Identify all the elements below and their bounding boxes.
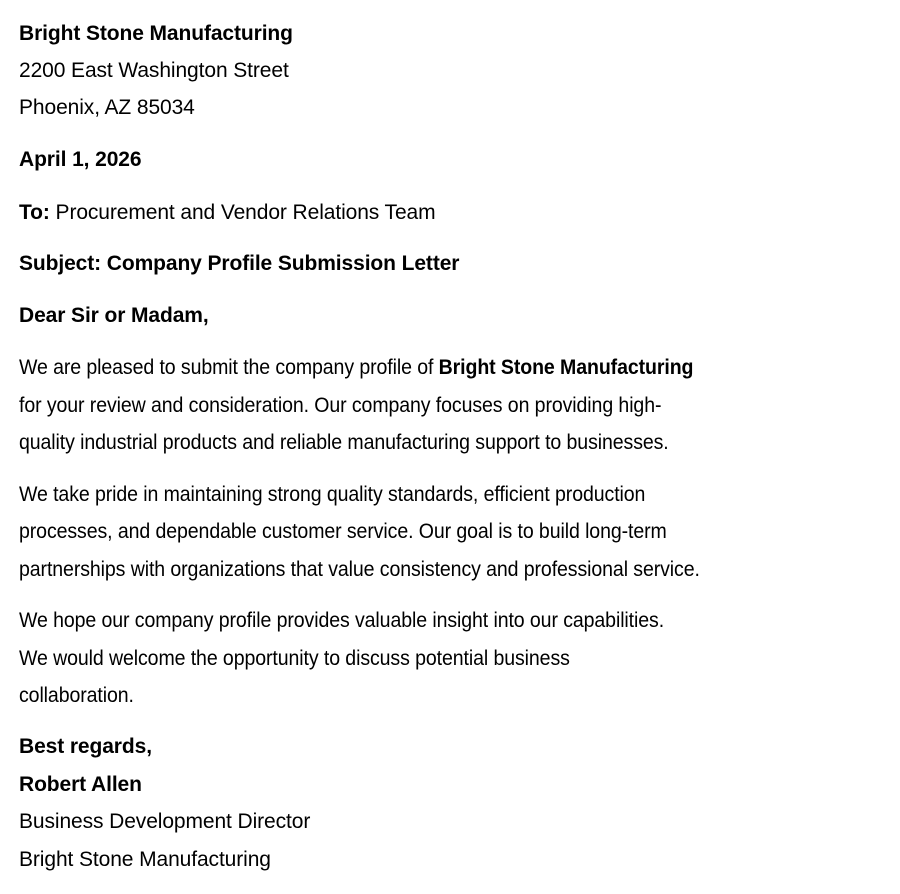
paragraph-line: We are pleased to submit the company profile of Bright Stone Manufacturing (19, 356, 694, 379)
recipient-label: To: (19, 201, 50, 224)
signer-title: Business Development Director (19, 810, 311, 833)
paragraph-line: for your review and consideration. Our company focuses on providing high- (19, 394, 662, 417)
paragraph-line: We would welcome the opportunity to discuss potential business (19, 647, 570, 670)
signer-name: Robert Allen (19, 773, 142, 796)
valediction: Best regards, (19, 735, 152, 758)
company-name-inline: Bright Stone Manufacturing (438, 356, 694, 379)
recipient-value: Procurement and Vendor Relations Team (49, 201, 436, 224)
paragraph-line: We hope our company profile provides valuable insight into our capabilities. (19, 609, 665, 632)
sender-street: 2200 East Washington Street (19, 59, 289, 82)
sender-city-state-zip: Phoenix, AZ 85034 (19, 96, 195, 119)
letter-date: April 1, 2026 (19, 148, 142, 171)
paragraph-line: collaboration. (19, 684, 134, 707)
sender-company: Bright Stone Manufacturing (19, 22, 293, 45)
signer-company: Bright Stone Manufacturing (19, 848, 271, 871)
paragraph-line: partnerships with organizations that value consistency and professional service. (19, 558, 700, 581)
recipient-line (19, 200, 436, 226)
paragraph-line: quality industrial products and reliable manufacturing support to businesses. (19, 431, 669, 454)
subject-line: Subject: Company Profile Submission Letter (19, 252, 460, 275)
salutation: Dear Sir or Madam, (19, 304, 209, 327)
paragraph-line: processes, and dependable customer service. Our goal is to build long-term (19, 520, 667, 543)
paragraph-line: We take pride in maintaining strong quality standards, efficient production (19, 483, 646, 506)
